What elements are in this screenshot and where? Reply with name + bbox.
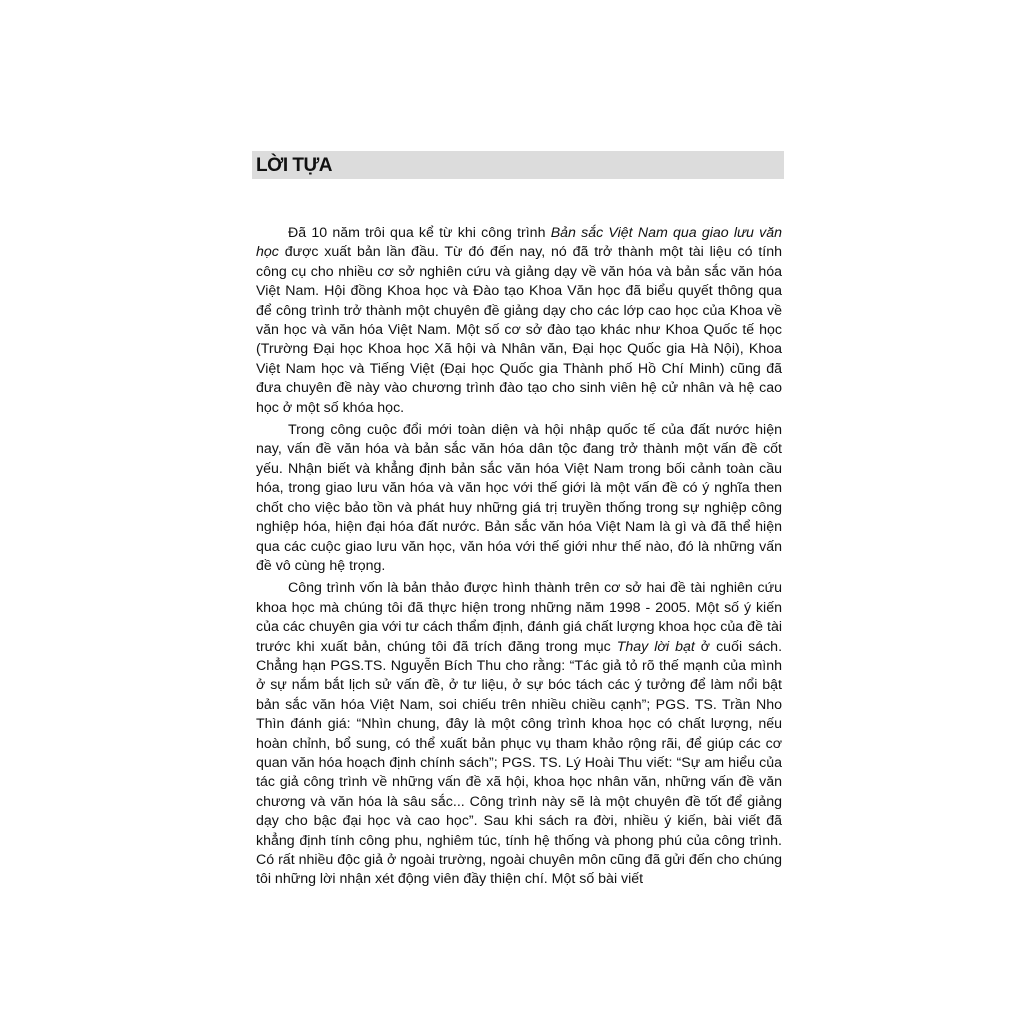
book-title-italic: Bản sắc Việt Nam qua giao lưu văn học	[256, 225, 783, 261]
body-text	[256, 224, 782, 893]
paragraph-3	[256, 579, 782, 890]
text-segment: Đã 10 năm trôi qua kể từ khi công trình	[288, 225, 551, 241]
paragraph-2	[256, 421, 782, 576]
section-title-italic: Thay lời bạt	[616, 638, 695, 655]
text-segment: được xuất bản lần đầu. Từ đó đến nay, nó đã trở thành một tài liệu có tính công cụ cho nhiều cơ sở nghiên cứu và giảng dạy về văn hóa và bản sắc văn hóa Việt Nam. Hội đồng Khoa học và Đào tạo Khoa Văn học đã biểu quyết thông qua để công trình trở thành một chuyên đề giảng dạy cho các lớp cao học của Khoa về văn học và văn hóa Việt Nam. Một số cơ sở đào tạo khác như Khoa Quốc tế học (Trường Đại học Khoa học Xã hội và Nhân văn, Đại học Quốc gia Hà Nội), Khoa Việt Nam học và Tiếng Việt (Đại học Quốc gia Thành phố Hồ Chí Minh) cũng đã đưa chuyên đề này vào chương trình đào tạo cho sinh viên hệ cử nhân và hệ cao học ở một số khóa học.	[256, 244, 782, 416]
paragraph-1	[256, 224, 782, 418]
page-title: LỜI TỰA	[256, 155, 332, 176]
text-segment: ở cuối sách. Chẳng hạn PGS.TS. Nguyễn Bích Thu cho rằng: “Tác giả tỏ rõ thế mạnh của mình ở sự nắm bắt lịch sử vấn đề, ở tư liệu, ở sự bóc tách các ý tưởng để làm nổi bật bản sắc văn hóa Việt Nam, soi chiếu trên nhiều chiều cạnh”; PGS. TS. Trần Nho Thìn đánh giá: “Nhìn chung, đây là một công trình khoa học có chất lượng, nếu hoàn chỉnh, bổ sung, có thể xuất bản phục vụ tham khảo rộng rãi, để giúp các cơ quan văn hóa hoạch định chính sách”; PGS. TS. Lý Hoài Thu viết: “Sự am hiểu của tác giả công trình về những vấn đề xã hội, khoa học nhân văn, những vấn đề văn chương và văn hóa là sâu sắc... Công trình này sẽ là một chuyên đề tốt để giảng dạy cho bậc đại học và cao học”. Sau khi sách ra đời, nhiều ý kiến, bài viết đã khẳng định tính công phu, nghiêm túc, tính hệ thống và phong phú của công trình. Có rất nhiều độc giả ở ngoài trường, ngoài chuyên môn cũng đã gửi đến cho chúng tôi những lời nhận xét động viên đầy thiện chí. Một số bài viết	[256, 638, 783, 888]
text-segment: Trong công cuộc đổi mới toàn diện và hội nhập quốc tế của đất nước hiện nay, vấn đề văn hóa và bản sắc văn hóa dân tộc đang trở thành một vấn đề cốt yếu. Nhận biết và khẳng định bản sắc văn hóa Việt Nam trong bối cảnh toàn cầu hóa, trong giao lưu văn hóa và văn học với thế giới là một vấn đề có ý nghĩa then chốt cho việc bảo tồn và phát huy những giá trị truyền thống trong sự nghiệp công nghiệp hóa, hiện đại hóa đất nước. Bản sắc văn hóa Việt Nam là gì và đã thể hiện qua các cuộc giao lưu văn học, văn hóa với thế giới như thế nào, đó là những vấn đề vô cùng hệ trọng.	[256, 422, 782, 574]
text-segment: Công trình vốn là bản thảo được hình thành trên cơ sở hai đề tài nghiên cứu khoa học mà chúng tôi đã thực hiện trong những năm 1998 - 2005. Một số ý kiến của các chuyên gia với tư cách thẩm định, đánh giá chất lượng khoa học của đề tài trước khi xuất bản, chúng tôi đã trích đăng trong mục	[256, 580, 782, 655]
